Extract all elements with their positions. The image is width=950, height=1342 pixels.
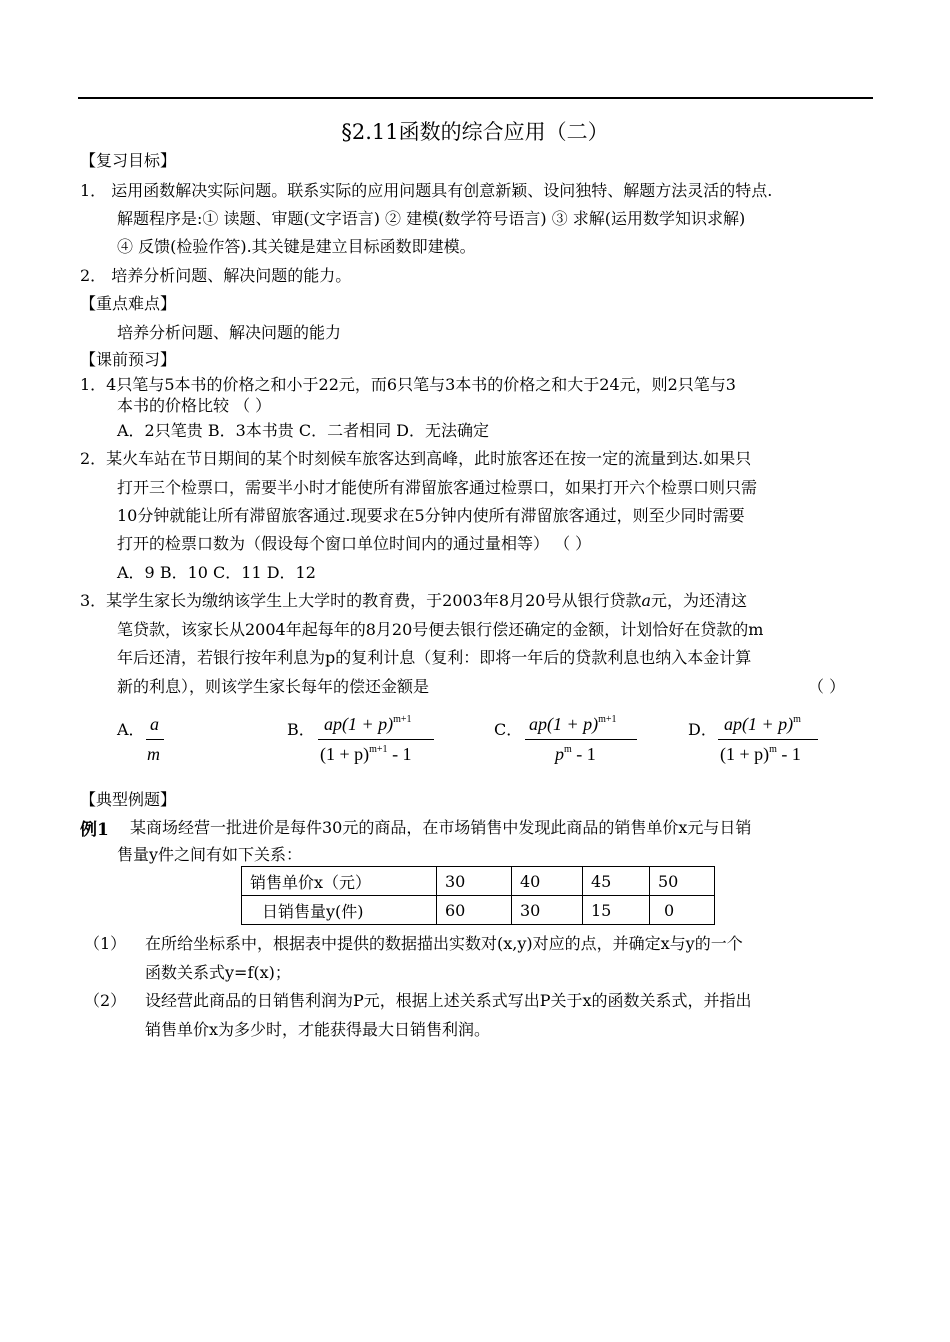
q3-line-1 — [80, 588, 747, 611]
q3-option-a-label: A． — [117, 720, 145, 739]
q2-line-2: 打开三个检票口，需要半小时才能使所有滞留旅客通过检票口，如果打开六个检票口则只需 — [117, 478, 758, 497]
section-key-points: 【重点难点】 — [80, 294, 177, 313]
q3-option-b-denominator: $(1 + p)^{m+1} - 1$ — [320, 744, 412, 764]
q2-options: A．9 B．10 C．11 D．12 — [117, 563, 316, 582]
goal-item-1-line-2: 解题程序是:① 读题、审题(文字语言) ② 建模(数学符号语言) ③ 求解(运用数学知识求解) — [117, 209, 746, 228]
q3-line-1-text: 3．某学生家长为缴纳该学生上大学时的教育费，于2003年8月20号从银行贷款 — [80, 591, 642, 610]
q3-option-d-numerator: $ap(1 + p)^m$ — [724, 714, 801, 734]
table-row — [242, 896, 715, 925]
goal-item-2: 2． 培养分析问题、解决问题的能力。 — [80, 266, 352, 285]
q1-line-2: 本书的价格比较 （ ） — [117, 396, 272, 415]
goal-item-1-line-1: 1． 运用函数解决实际问题。联系实际的应用问题具有创意新颖、设问独特、解题方法灵活的特点. — [80, 181, 773, 200]
example-1-label: 例1 — [80, 820, 109, 840]
part-2-line-1: 设经营此商品的日销售利润为P元，根据上述关系式写出P关于x的函数关系式，并指出 — [145, 991, 752, 1010]
top-rule — [78, 97, 873, 99]
q3-answer-paren: （ ） — [808, 677, 846, 696]
table-row — [242, 867, 715, 896]
fraction-bar — [318, 739, 434, 740]
example-1-line-2: 售量y件之间有如下关系： — [117, 845, 303, 864]
part-2-label: （2） — [84, 991, 127, 1010]
fraction-bar — [146, 739, 164, 740]
q3-line-1-end: 元，为还清这 — [651, 591, 748, 610]
q3-option-b-numerator: $ap(1 + p)^{m+1}$ — [324, 714, 412, 734]
table-cell: 30 — [512, 896, 583, 925]
table-cell: 销售单价x（元） — [242, 867, 437, 896]
q3-var-a: a — [641, 591, 651, 610]
q3-option-b-label: B． — [287, 720, 315, 739]
section-preview: 【课前预习】 — [80, 350, 177, 369]
q3-option-c-label: C． — [494, 720, 523, 739]
goal-item-1-line-3: ④ 反馈(检验作答).其关键是建立目标函数即建模。 — [117, 237, 476, 256]
q3-option-c-numerator: $ap(1 + p)^{m+1}$ — [529, 714, 617, 734]
q3-option-a-numerator: a — [150, 714, 159, 734]
table-cell: 60 — [437, 896, 512, 925]
part-1-line-2: 函数关系式y=f(x)； — [145, 963, 291, 982]
q3-option-d-label: D． — [688, 720, 717, 739]
q3-line-3: 年后还清，若银行按年利息为p的复利计息（复利：即将一年后的贷款利息也纳入本金计算 — [117, 648, 752, 667]
part-1-line-1: 在所给坐标系中，根据表中提供的数据描出实数对(x,y)对应的点，并确定x与y的一个 — [145, 934, 743, 953]
page-title: §2.11函数的综合应用（二） — [341, 120, 609, 144]
part-1-label: （1） — [84, 934, 127, 953]
fraction-bar — [525, 739, 637, 740]
table-cell: 50 — [650, 867, 715, 896]
section-review-goals: 【复习目标】 — [80, 151, 177, 170]
q2-line-3: 10分钟就能让所有滞留旅客通过.现要求在5分钟内使所有滞留旅客通过，则至少同时需要 — [117, 506, 745, 525]
table-cell: 45 — [583, 867, 650, 896]
table-cell: 40 — [512, 867, 583, 896]
q3-line-2: 笔贷款，该家长从2004年起每年的8月20号便去银行偿还确定的金额，计划恰好在贷款的m — [117, 620, 764, 639]
q3-option-d-denominator: $(1 + p)^m - 1$ — [720, 744, 801, 764]
q1-line-1: 1．4只笔与5本书的价格之和小于22元，而6只笔与3本书的价格之和大于24元，则2只笔与3 — [80, 375, 736, 394]
part-2-line-2: 销售单价x为多少时，才能获得最大日销售利润。 — [145, 1020, 491, 1039]
example-1-line-1: 某商场经营一批进价是每件30元的商品，在市场销售中发现此商品的销售单价x元与日销 — [130, 818, 752, 837]
key-points-text: 培养分析问题、解决问题的能力 — [117, 323, 342, 342]
price-sales-table — [241, 866, 715, 925]
section-examples: 【典型例题】 — [80, 790, 177, 809]
table-cell: 日销售量y(件) — [242, 896, 437, 925]
table-cell: 15 — [583, 896, 650, 925]
q3-line-4: 新的利息），则该学生家长每年的偿还金额是 — [117, 677, 430, 696]
q3-option-c-denominator: $p^m - 1$ — [555, 744, 596, 764]
q2-line-4: 打开的检票口数为（假设每个窗口单位时间内的通过量相等） （ ） — [117, 534, 592, 553]
fraction-bar — [718, 739, 818, 740]
q3-option-a-denominator: m — [147, 744, 160, 764]
q2-line-1: 2．某火车站在节日期间的某个时刻候车旅客达到高峰，此时旅客还在按一定的流量到达.如果只 — [80, 449, 752, 468]
q1-options: A．2只笔贵 B．3本书贵 C．二者相同 D．无法确定 — [117, 421, 490, 440]
table-cell: 30 — [437, 867, 512, 896]
table-cell: 0 — [650, 896, 715, 925]
